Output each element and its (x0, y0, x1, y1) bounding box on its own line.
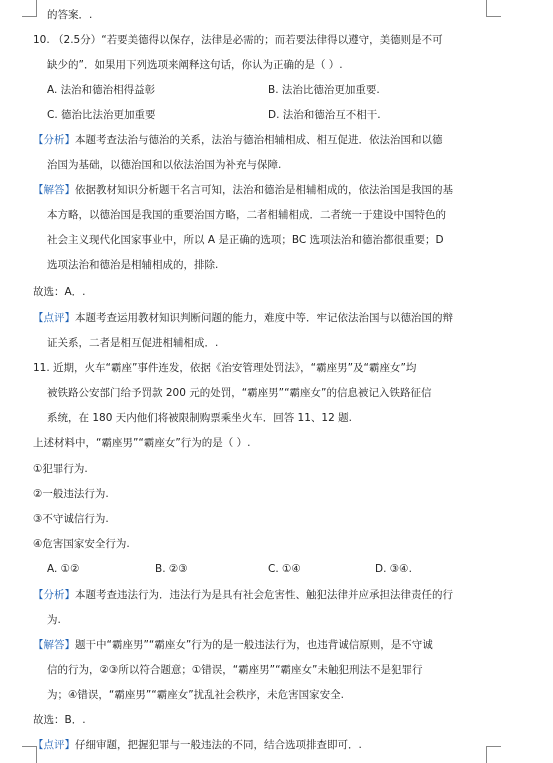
q11-option-c: C. ①④ (268, 563, 301, 575)
q11-answer-tag: 【解答】 (33, 639, 75, 651)
q10-analysis-text-1: 本题考查法治与德治的关系，法治与德治相辅相成、相互促进．依法治国和以德 (75, 134, 443, 146)
q10-comment-line-1 (33, 311, 453, 325)
q11-answer-line-2: 信的行为，②③所以符合题意；①错误，“霸座男”“霸座女”未触犯刑法不是犯罪行 (47, 664, 423, 676)
q11-stem-line-3: 系统，在 180 天内他们将被限制购票乘坐火车．回答 11、12 题. (47, 412, 352, 424)
q11-result: 故选：B．. (33, 714, 86, 726)
q10-option-c: C. 德治比法治更加重要 (47, 109, 156, 121)
q11-comment-line-1 (33, 738, 362, 752)
q10-option-b: B. 法治比德治更加重要. (268, 84, 380, 96)
q11-comment-text-1: 仔细审题，把握犯罪与一般违法的不同，结合选项排查即可．. (75, 739, 362, 751)
q11-analysis-line-2: 为. (47, 614, 61, 626)
q11-answer-text-1: 题干中“霸座男”“霸座女”行为的是一般违法行为，也违背诚信原则，是不守诚 (75, 639, 433, 651)
q10-analysis-line-1 (33, 133, 443, 147)
q10-option-d: D. 法治和德治互不相干. (268, 109, 381, 121)
crop-mark-top-right (486, 0, 501, 17)
q10-option-a: A. 法治和德治相得益彰 (47, 84, 156, 96)
q10-analysis-tag: 【分析】 (33, 134, 75, 146)
q11-stem-line-2: 被铁路公安部门给予罚款 200 元的处罚，“霸座男”“霸座女”的信息被记入铁路征信 (47, 387, 432, 399)
previous-answer-tail: 的答案．. (47, 9, 93, 21)
q11-sub-question: 上述材料中，“霸座男”“霸座女”行为的是（ ）. (33, 437, 251, 449)
q11-option-d: D. ③④. (375, 563, 412, 575)
q11-analysis-line-1 (33, 588, 453, 602)
q11-option-a: A. ①② (47, 563, 80, 575)
q10-answer-line-1 (33, 183, 453, 197)
q10-stem-line-1: 10. （2.5分）“若要美德得以保存，法律是必需的；而若要法律得以遵守，美德则是不可 (33, 34, 443, 46)
q10-answer-line-2: 本方略，以德治国是我国的重要治国方略，二者相辅相成．二者统一于建设中国特色的 (47, 209, 446, 221)
q11-analysis-tag: 【分析】 (33, 589, 75, 601)
q10-result: 故选：A．. (33, 286, 86, 298)
q10-stem-line-2: 缺少的”．如果用下列选项来阐释这句话，你认为正确的是（ ）. (47, 59, 343, 71)
q10-analysis-line-2: 治国为基础，以德治国和以依法治国为补充与保障. (47, 159, 282, 171)
q11-item-3: ③不守诚信行为. (33, 513, 109, 525)
q10-answer-line-4: 选项法治和德治是相辅相成的，排除. (47, 259, 219, 271)
q10-answer-line-3: 社会主义现代化国家事业中，所以 A 是正确的选项；BC 选项法治和德治都很重要；D (47, 234, 444, 246)
q11-comment-tag: 【点评】 (33, 739, 75, 751)
crop-mark-top-left (22, 0, 37, 17)
q10-comment-line-2: 证关系，二者是相互促进相辅相成．. (47, 337, 219, 349)
q11-option-b: B. ②③ (155, 563, 188, 575)
q10-answer-tag: 【解答】 (33, 184, 75, 196)
q10-comment-text-1: 本题考查运用教材知识判断问题的能力，难度中等．牢记依法治国与以德治国的辩 (75, 312, 453, 324)
crop-mark-bottom-right (486, 746, 501, 763)
q11-stem-line-1: 11. 近期，火车“霸座”事件连发，依据《治安管理处罚法》，“霸座男”及“霸座女”均 (33, 362, 417, 374)
q11-analysis-text-1: 本题考查违法行为．违法行为是具有社会危害性、触犯法律并应承担法律责任的行 (75, 589, 453, 601)
q10-comment-tag: 【点评】 (33, 312, 75, 324)
q11-answer-line-1 (33, 638, 433, 652)
q11-item-4: ④危害国家安全行为. (33, 538, 130, 550)
q11-item-2: ②一般违法行为. (33, 488, 109, 500)
q10-answer-text-1: 依据教材知识分析题干名言可知，法治和德治是相辅相成的，依法治国是我国的基 (75, 184, 453, 196)
q11-answer-line-3: 为；④错误，“霸座男”“霸座女”扰乱社会秩序，未危害国家安全. (47, 689, 345, 701)
q11-item-1: ①犯罪行为. (33, 463, 88, 475)
